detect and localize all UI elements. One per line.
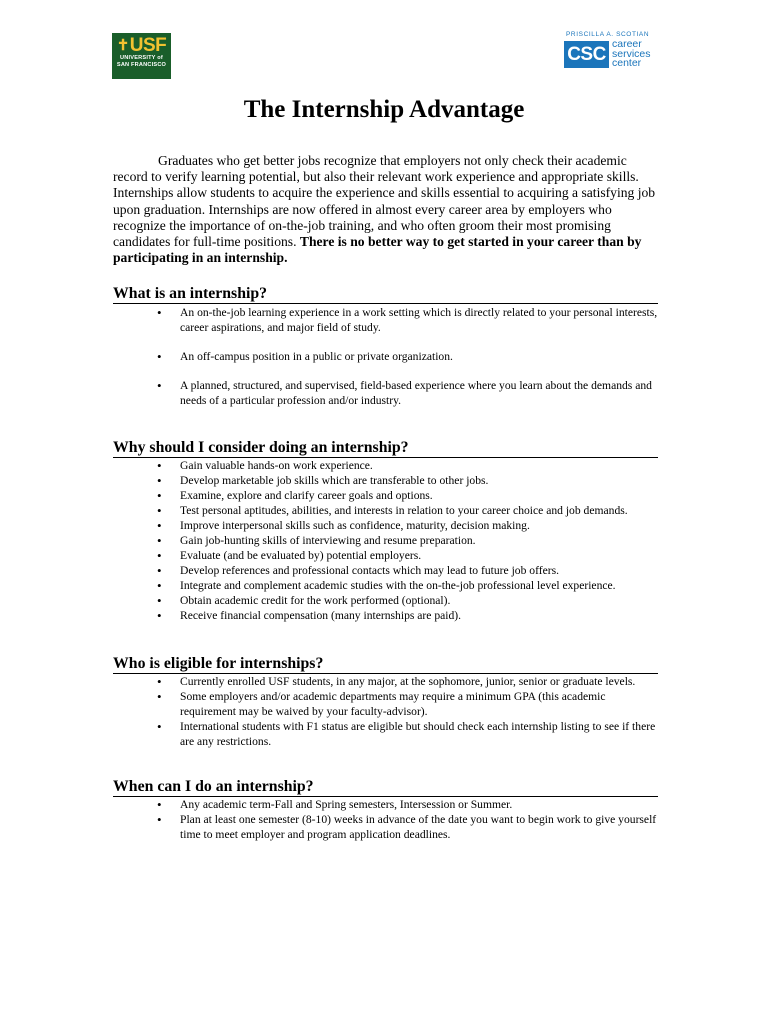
list-why xyxy=(113,458,658,623)
list-item: • An off-campus position in a public or private organization. xyxy=(113,349,658,364)
usf-logo-line1: UNIVERSITY of xyxy=(120,55,163,61)
list-item: • Currently enrolled USF students, in any major, at the sophomore, junior, senior or graduate levels. xyxy=(113,674,658,689)
csc-logo-abbr: CSC xyxy=(564,41,609,68)
list-item: • Obtain academic credit for the work performed (optional). xyxy=(113,593,658,608)
section-heading-when: When can I do an internship? xyxy=(113,778,658,797)
csc-logo xyxy=(564,31,660,71)
list-item: • Gain job-hunting skills of interviewing and resume preparation. xyxy=(113,533,658,548)
intro-bold-text: There is no better way to get started in your career than by participating in an internship. xyxy=(113,234,642,266)
list-item: • Evaluate (and be evaluated by) potential employers. xyxy=(113,548,658,563)
intro-paragraph xyxy=(113,153,658,266)
usf-logo-line2: SAN FRANCISCO xyxy=(116,62,167,68)
list-item: • Gain valuable hands-on work experience. xyxy=(113,458,658,473)
list-when xyxy=(113,797,658,842)
csc-logo-top: PRISCILLA A. SCOTIAN xyxy=(566,31,650,38)
section-heading-why: Why should I consider doing an internship? xyxy=(113,439,658,458)
list-who xyxy=(113,674,658,749)
cross-icon: ✝ xyxy=(116,37,129,54)
usf-logo-mark: ✝USF xyxy=(116,35,167,56)
section-heading-what: What is an internship? xyxy=(113,285,658,304)
list-item: • An on-the-job learning experience in a work setting which is directly related to your personal interests, career aspirations, and major field of study. xyxy=(113,305,658,335)
list-item: • A planned, structured, and supervised, field-based experience where you learn about the demands and needs of a particular profession and/or industry. xyxy=(113,378,658,408)
list-item: • Test personal aptitudes, abilities, and interests in relation to your career choice and job demands. xyxy=(113,503,658,518)
list-item: • Any academic term-Fall and Spring semesters, Intersession or Summer. xyxy=(113,797,658,812)
list-item: • Some employers and/or academic departments may require a minimum GPA (this academic requirement may be waived by your faculty-advisor). xyxy=(113,689,658,719)
list-what xyxy=(113,305,658,422)
list-item: • International students with F1 status are eligible but should check each internship listing to see if there are any restrictions. xyxy=(113,719,658,749)
section-heading-who: Who is eligible for internships? xyxy=(113,655,658,674)
list-item: • Receive financial compensation (many internships are paid). xyxy=(113,608,658,623)
list-item: • Plan at least one semester (8-10) weeks in advance of the date you want to begin work to give yourself time to meet employer and program application deadlines. xyxy=(113,812,658,842)
list-item: • Improve interpersonal skills such as confidence, maturity, decision making. xyxy=(113,518,658,533)
list-item: • Integrate and complement academic studies with the on-the-job professional level experience. xyxy=(113,578,658,593)
intro-text: Graduates who get better jobs recognize that employers not only check their academic record to verify learning potential, but also their relevant work experience and appropriate skills. Internships allow students to acquire the experience and skills essential to acquiring a satisfying job upon graduation. Internships are now offered in almost every career area by employers who recognize the importance of on-the-job training, and who often groom their most promising candidates for full-time positions. xyxy=(113,153,656,250)
list-item: • Develop references and professional contacts which may lead to future job offers. xyxy=(113,563,658,578)
list-item: • Examine, explore and clarify career goals and options. xyxy=(113,488,658,503)
usf-logo xyxy=(112,33,171,79)
list-item: • Develop marketable job skills which are transferable to other jobs. xyxy=(113,473,658,488)
csc-logo-words: career services center xyxy=(612,38,651,69)
page-title: The Internship Advantage xyxy=(243,96,525,123)
